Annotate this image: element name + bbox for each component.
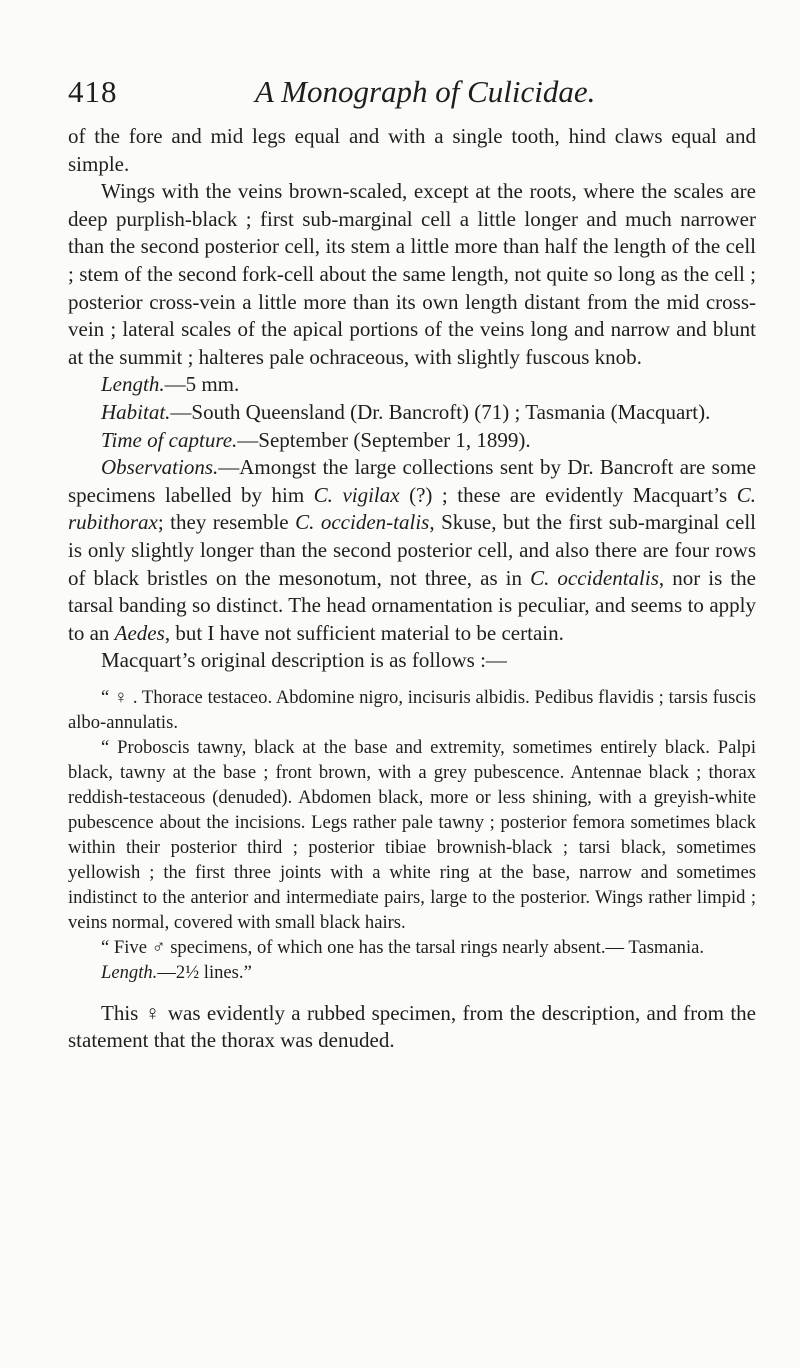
observations-text: , Skuse, but the first sub-marginal cell is only slightly longer than the second posterior cell, and also there are four rows of black bristles on the mesonotum, not three, as in	[68, 510, 756, 590]
page-number: 418	[68, 74, 118, 109]
paragraph-time	[68, 427, 756, 455]
time-value: —September (September 1, 1899).	[237, 427, 531, 452]
species-name: C. occidentalis	[530, 565, 659, 590]
page-header	[68, 70, 608, 114]
quote-latin: “ ♀ . Thorace testaceo. Abdomine nigro, incisuris albidis. Pedibus flavidis ; tarsis fuscis albo-annulatis.	[68, 686, 756, 733]
quote-description: “ Proboscis tawny, black at the base and extremity, sometimes entirely black. Palpi black, tawny at the base ; front brown, with a grey pubescence. Antennae black ; thorax reddish-testaceous (denuded). Abdomen black, more or less shining, with a greyish-white pubescence about the incisions. Legs rather pale tawny ; posterior femora sometimes black within their posterior third ; posterior tibiae brownish-black ; tarsi black, sometimes yellowish ; the first three joints with a white ring at the base, narrow and sometimes indistinct to the anterior and intermediate pairs, large to the posterior. Wings rather limpid ; veins normal, covered with small black hairs.	[68, 736, 756, 933]
habitat-label: Habitat.	[101, 399, 171, 424]
quote-length-value: —2½ lines.”	[157, 961, 252, 983]
quote-specimens: “ Five ♂ specimens, of which one has the tarsal rings nearly absent.— Tasmania.	[101, 936, 705, 958]
quoted-description	[68, 685, 756, 985]
observations-text: (?) ; these are evidently Macquart’s	[399, 482, 737, 507]
quote-length	[68, 960, 756, 985]
body-text	[68, 123, 756, 1055]
time-label: Time of capture.	[101, 427, 238, 452]
paragraph-closing: This ♀ was evidently a rubbed specimen, from the description, and from the statement that the thorax was denuded.	[68, 1000, 756, 1053]
genus-name: Aedes	[114, 620, 165, 645]
paragraph-length	[68, 371, 756, 399]
length-value: —5 mm.	[164, 372, 240, 397]
observations-label: Observations.	[101, 455, 219, 480]
habitat-value: —South Queensland (Dr. Bancroft) (71) ; Tasmania (Macquart).	[170, 399, 711, 424]
observations-text: , but I have not sufficient material to be certain.	[164, 620, 564, 645]
species-name: C. occiden-talis	[295, 510, 430, 535]
quote-length-label: Length.	[101, 961, 158, 983]
running-title: A Monograph of Culicidae.	[255, 74, 596, 109]
observations-text: —Amongst the large collections sent by Dr. Bancroft are some specimens labelled by him	[68, 455, 756, 507]
paragraph-wings: Wings with the veins brown-scaled, except at the roots, where the scales are deep purplish-black ; first sub-marginal cell a little longer and much narrower than the second posterior cell, its stem a little more than half the length of the cell ; stem of the second fork-cell about the same length, not quite so long as the cell ; posterior cross-vein a little more than its own length distant from the mid cross-vein ; lateral scales of the apical portions of the veins long and narrow and blunt at the summit ; halteres pale ochraceous, with slightly fuscous knob.	[68, 179, 756, 369]
observations-text: , nor is the tarsal banding so distinct. The head ornamentation is peculiar, and seems to apply to an	[68, 565, 756, 645]
length-label: Length.	[101, 372, 165, 397]
paragraph-macquart-intro: Macquart’s original description is as follows :—	[101, 648, 507, 673]
observations-text: ; they resemble	[157, 510, 296, 535]
species-name: C. vigilax	[313, 482, 400, 507]
paragraph-claws: of the fore and mid legs equal and with a single tooth, hind claws equal and simple.	[68, 124, 756, 176]
species-name: C. rubithorax	[68, 482, 756, 535]
paragraph-habitat	[68, 399, 756, 427]
paragraph-observations	[68, 454, 756, 647]
